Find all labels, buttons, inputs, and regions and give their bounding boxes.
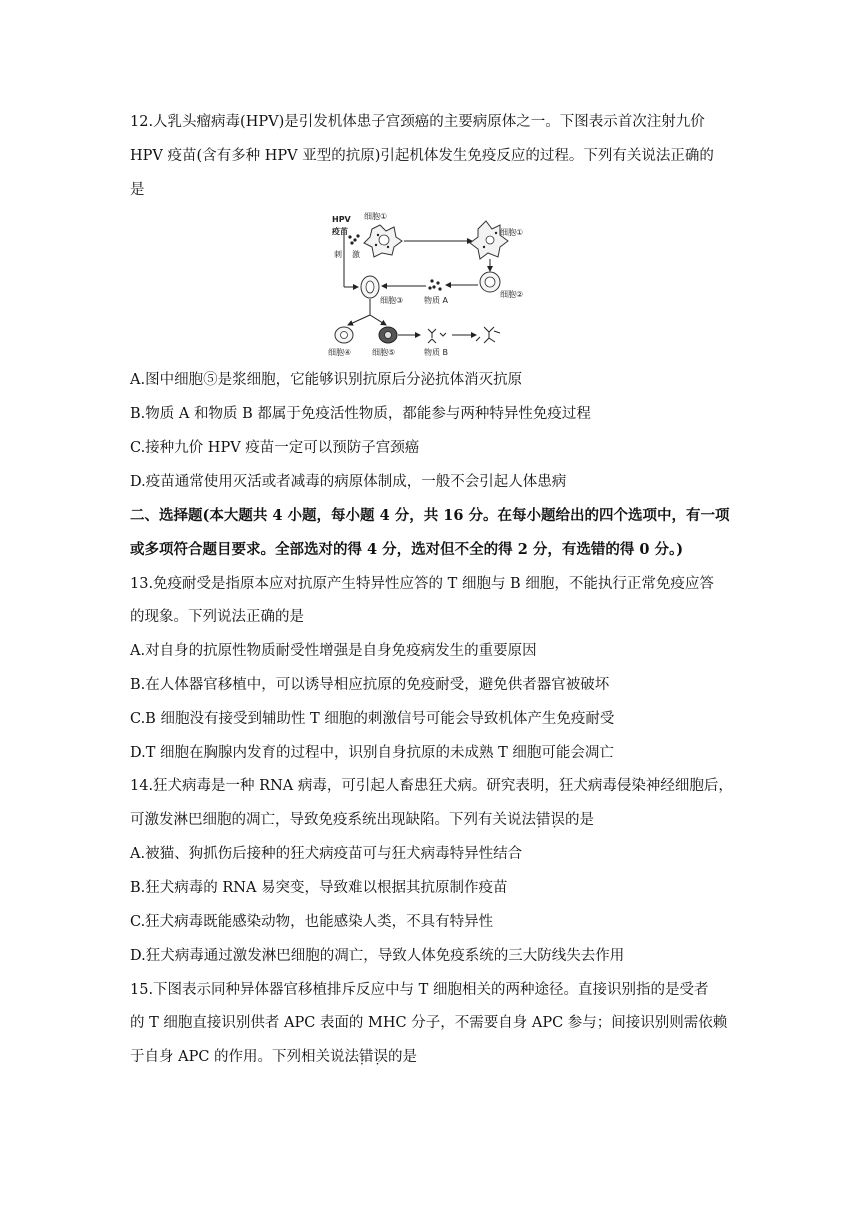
q12-stem-line3: 是 bbox=[130, 182, 145, 198]
q13-stem-line2: 的现象。下列说法正确的是 bbox=[130, 609, 304, 625]
q12-option-b: B.物质 A 和物质 B 都属于免疫活性物质，都能参与两种特异性免疫过程 bbox=[130, 406, 591, 422]
section2-header-line2: 或多项符合题目要求。全部选对的得 4 分，选对但不全的得 2 分，有选错的得 0 分。) bbox=[130, 541, 684, 558]
fig-cell3 bbox=[361, 276, 379, 298]
q15-stem-line3-part3: 的是 bbox=[388, 1049, 418, 1065]
fig-cell1b-dendritic bbox=[470, 221, 508, 259]
q15-emphasis-wrong: 错误 · · bbox=[359, 1049, 388, 1065]
q14-option-a: A.被猫、狗抓伤后接种的狂犬病疫苗可与狂犬病毒特异性结合 bbox=[130, 846, 523, 862]
fig-cell3-label: 细胞③ bbox=[380, 296, 404, 305]
q14-emphasis-wrong: 错误 · · bbox=[536, 812, 565, 828]
q14-stem-line2 bbox=[130, 810, 594, 830]
q15-stem-line2: 的 T 细胞直接识别供者 APC 表面的 MHC 分子，不需要自身 APC 参与；间接识别则需依赖 bbox=[130, 1015, 728, 1031]
fig-stimulate-char2: 激 bbox=[352, 250, 360, 259]
fig-hpv-label: HPV bbox=[332, 215, 351, 224]
fig-cell5-plasma bbox=[379, 327, 397, 343]
fig-cell4-label: 细胞④ bbox=[328, 348, 352, 357]
q12-option-d: D.疫苗通常使用灭活或者减毒的病原体制成，一般不会引起人体患病 bbox=[130, 474, 567, 490]
fig-substance-b-antibodies bbox=[428, 329, 446, 343]
q15-stem-line3 bbox=[130, 1047, 417, 1067]
q14-option-b: B.狂犬病毒的 RNA 易突变，导致难以根据其抗原制作疫苗 bbox=[130, 880, 508, 896]
fig-antigen-dots bbox=[348, 234, 359, 244]
fig-substance-a-dots bbox=[428, 279, 441, 290]
q15-stem-line3-part1: 于自身 APC 的作用。下列相关说法 bbox=[130, 1049, 360, 1065]
fig-cell1b-label: 细胞① bbox=[500, 228, 524, 237]
q14-stem-line2-part1: 可激发淋巴细胞的凋亡，导致免疫系统出现缺陷。下列有关说法 bbox=[130, 812, 536, 828]
q13-option-c: C.B 细胞没有接受到辅助性 T 细胞的刺激信号可能会导致机体产生免疫耐受 bbox=[130, 711, 615, 727]
q13-option-a: A.对自身的抗原性物质耐受性增强是自身免疫病发生的重要原因 bbox=[130, 643, 537, 659]
q13-option-d: D.T 细胞在胸腺内发育的过程中，识别自身抗原的未成熟 T 细胞可能会凋亡 bbox=[130, 745, 614, 761]
q15-stem-line1: 15.下图表示同种异体器官移植排斥反应中与 T 细胞相关的两种途径。直接识别指的是受者 bbox=[130, 982, 709, 998]
fig-substance-a-label: 物质 A bbox=[424, 296, 449, 305]
fig-cell2 bbox=[480, 272, 500, 292]
q12-stem-line1: 12.人乳头瘤病毒(HPV)是引发机体患子宫颈癌的主要病原体之一。下图表示首次注射九价 bbox=[130, 114, 705, 130]
fig-vaccine-label: 疫苗 bbox=[332, 227, 348, 236]
section2-header-line1: 二、选择题(本大题共 4 小题，每小题 4 分，共 16 分。在每小题给出的四个选项中，有一项 bbox=[130, 507, 730, 524]
q14-option-d: D.狂犬病毒通过激发淋巴细胞的凋亡，导致人体免疫系统的三大防线失去作用 bbox=[130, 948, 625, 964]
q14-stem-line2-part3: 的是 bbox=[565, 812, 594, 828]
q14-stem-line1: 14.狂犬病毒是一种 RNA 病毒，可引起人畜患狂犬病。研究表明，狂犬病毒侵染神经细胞后， bbox=[130, 778, 733, 794]
fig-cell1-dendritic bbox=[364, 225, 402, 257]
fig-cell1-label: 细胞① bbox=[364, 212, 388, 221]
fig-cell2-label: 细胞② bbox=[500, 290, 524, 299]
immune-response-figure bbox=[328, 207, 524, 359]
fig-substance-b-label: 物质 B bbox=[424, 348, 449, 357]
q13-option-b: B.在人体器官移植中，可以诱导相应抗原的免疫耐受，避免供者器官被破坏 bbox=[130, 677, 610, 693]
fig-cell5-label: 细胞⑤ bbox=[372, 348, 396, 357]
q14-option-c: C.狂犬病毒既能感染动物，也能感染人类，不具有特异性 bbox=[130, 914, 494, 930]
fig-antigen-antibody-complex bbox=[476, 327, 500, 343]
fig-cell4 bbox=[335, 327, 353, 343]
q13-stem-line1: 13.免疫耐受是指原本应对抗原产生特异性应答的 T 细胞与 B 细胞，不能执行正常免疫应答 bbox=[130, 576, 714, 592]
q12-option-c: C.接种九价 HPV 疫苗一定可以预防子宫颈癌 bbox=[130, 440, 420, 456]
q12-stem-line2: HPV 疫苗(含有多种 HPV 亚型的抗原)引起机体发生免疫反应的过程。下列有关说法正确的 bbox=[130, 148, 714, 164]
fig-stimulate-char1: 刺 bbox=[334, 250, 342, 259]
q12-option-a: A.图中细胞⑤是浆细胞，它能够识别抗原后分泌抗体消灭抗原 bbox=[130, 372, 523, 388]
